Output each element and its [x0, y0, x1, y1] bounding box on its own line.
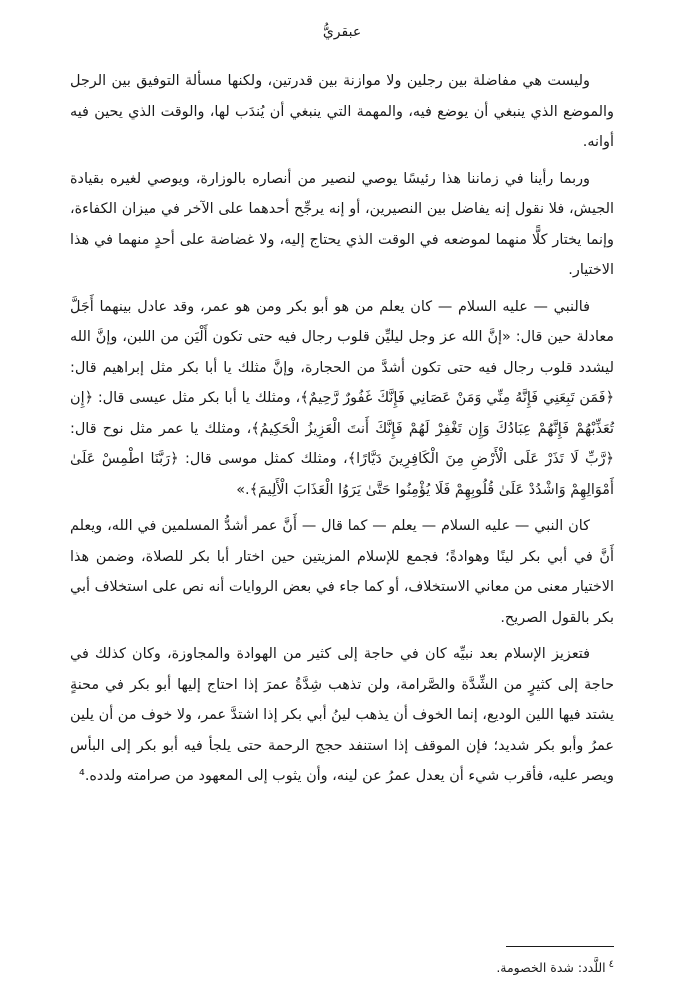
footnote-text: اللَّدد: شدة الخصومة. [496, 960, 606, 976]
footnote [70, 955, 614, 978]
footnote-mark: ٤ [608, 959, 614, 970]
paragraph: وربما رأينا في زماننا هذا رئيسًا يوصي لنصير من أنصاره بالوزارة، ويوصي لغيره بقيادة الجيش، فلا نقول إنه يفاضل بين النصيرين، أو إنه يرجِّح أحدهما على الآخر في ميزان الكفاءة، وإنما يختار كلًّا منهما لموضعه في الوقت الذي يحتاج إليه، ولا غضاضة على أحدٍ منهما في هذا الاختيار. [70, 170, 614, 278]
page-body [70, 0, 614, 1000]
paragraph: فتعزيز الإسلام بعد نبيِّه كان في حاجة إلى كثير من الهوادة والمجاوزة، وكان كذلك في حاجة إلى كثيرٍ من الشِّدَّة والصَّرامة، ولن تذهب شِدَّةُ عمرَ إذا احتاج إليها أبو بكر في محنةٍ يشتد فيها اللين الوديع، إنما الخوف أن يذهب لينُ أبي بكر إذا اشتدَّ عمر، ولا خوف من أن يلين عمرُ وأبو بكر شديد؛ فإن الموقف إذا استنفد حجج الرحمة حتى يلجأ فيه أبو بكر إلى البأس ويصر عليه، فأقرب شيء أن يعدل عمرُ عن لينه، وأن يثوب إلى المعهود من صرامته ولدده.⁴ [70, 646, 614, 784]
paragraph: فالنبي — عليه السلام — كان يعلم من هو أبو بكر ومن هو عمر، وقد عادل بينهما أَجَلَّ معادلة حين قال: «إنَّ الله عز وجل ليليِّن قلوب رجال فيه حتى تكون أَلْيَن من اللبن، وإنَّ الله ليشدد قلوب رجال فيه حتى تكون أشدَّ من الحجارة، وإنَّ مثلك يا أبا بكر مثل إبراهيم قال: ﴿فَمَن تَبِعَنِي فَإِنَّهُ مِنِّي وَمَنْ عَصَانِي فَإِنَّكَ غَفُورٌ رَّحِيمٌ﴾، ومثلك يا أبا بكر مثل عيسى قال: ﴿إِن تُعَذِّبْهُمْ فَإِنَّهُمْ عِبَادُكَ وَإِن تَغْفِرْ لَهُمْ فَإِنَّكَ أَنتَ الْعَزِيزُ الْحَكِيمُ﴾، ومثلك يا عمر مثل نوح قال: ﴿رَّبِّ لَا تَذَرْ عَلَى الْأَرْضِ مِنَ الْكَافِرِينَ دَيَّارًا﴾، ومثلك كمثل موسى قال: ﴿رَبَّنَا اطْمِسْ عَلَىٰ أَمْوَالِهِمْ وَاشْدُدْ عَلَىٰ قُلُوبِهِمْ فَلَا يُؤْمِنُوا حَتَّىٰ يَرَوُا الْعَذَابَ الْأَلِيمَ﴾.» [70, 298, 614, 498]
paragraph: كان النبي — عليه السلام — يعلم — كما قال — أَنَّ عمر أشدُّ المسلمين في الله، ويعلم أَنَّ في أبي بكر لينًا وهوادةً؛ فجمع للإسلام المزيتين حين اختار أبا بكر للصلاة، وضمن هذا الاختيار معنى من معاني الاستخلاف، أو كما جاء في بعض الروايات أنه نص على استخلاف أبي بكر بالقول الصريح. [70, 518, 614, 626]
paragraph: وليست هي مفاضلة بين رجلين ولا موازنة بين قدرتين، ولكنها مسألة التوفيق بين الرجل والموضع الذي ينبغي أن يوضع فيه، والمهمة التي ينبغي أن يُندَب لها، والوقت الذي يحين فيه أوانه. [70, 73, 614, 150]
running-header: عبقريُّ [322, 24, 362, 40]
footnote-divider [506, 946, 614, 947]
main-text [70, 66, 614, 798]
